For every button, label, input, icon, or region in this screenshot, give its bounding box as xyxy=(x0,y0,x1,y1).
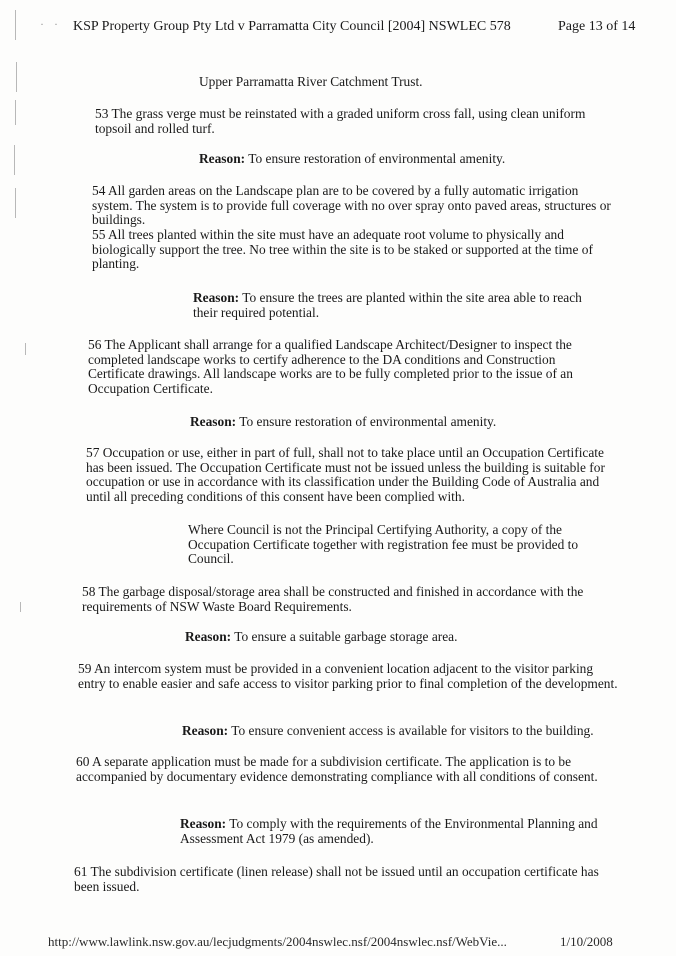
paragraph-54: 54 All garden areas on the Landscape plan are to be covered by a fully automatic irrigation system. The system is to provide full coverage with no over spray onto paved areas, structures or buildings. xyxy=(92,183,611,228)
scan-mark xyxy=(15,100,16,125)
document-title: KSP Property Group Pty Ltd v Parramatta City Council [2004] NSWLEC 578 xyxy=(73,19,511,34)
reason-text: To ensure the trees are planted within the site area able to reach their required potential. xyxy=(193,290,582,320)
paragraph-57: 57 Occupation or use, either in part of full, shall not to take place until an Occupation Certificate has been issued. The Occupation Certificate must not be issued unless the building is suitable for occupation or use in accordance with its classification under the Building Code of Australia and until all preceding conditions of this consent have been complied with. xyxy=(86,445,605,504)
reason-60 xyxy=(180,817,600,846)
paragraph-58: 58 The garbage disposal/storage area shall be constructed and finished in accordance with the requirements of NSW Waste Board Requirements. xyxy=(82,584,584,614)
paragraph-57-note: Where Council is not the Principal Certifying Authority, a copy of the Occupation Certificate together with registration fee must be provided to Council. xyxy=(188,522,579,567)
scan-mark xyxy=(15,188,16,218)
scan-dots: ·· xyxy=(40,17,68,31)
paragraph-55: 55 All trees planted within the site must have an adequate root volume to physically and biologically support the tree. No tree within the site is to be staked or supported at the time of planting. xyxy=(92,227,593,272)
scan-mark xyxy=(16,62,17,92)
reason-label: Reason: xyxy=(190,414,237,429)
reason-label: Reason: xyxy=(180,816,227,831)
reason-59 xyxy=(182,724,622,739)
footer-url: http://www.lawlink.nsw.gov.au/lecjudgments/2004nswlec.nsf/2004nswlec.nsf/WebVie... xyxy=(48,934,507,949)
reason-text: To ensure restoration of environmental amenity. xyxy=(245,151,506,166)
reason-label: Reason: xyxy=(199,151,246,166)
paragraph-56: 56 The Applicant shall arrange for a qualified Landscape Architect/Designer to inspect the completed landscape works to certify adherence to the DA conditions and Construction Certificate drawings. All landscape works are to be fully completed prior to the issue of an Occupation Certificate. xyxy=(88,337,573,396)
reason-text: To ensure convenient access is available for visitors to the building. xyxy=(228,723,594,738)
reason-text: To comply with the requirements of the Environmental Planning and Assessment Act 1979 (as amended). xyxy=(180,816,598,846)
reason-label: Reason: xyxy=(185,629,232,644)
page-number: Page 13 of 14 xyxy=(558,19,636,34)
reason-label: Reason: xyxy=(193,290,240,305)
scan-mark xyxy=(15,10,16,40)
reason-53 xyxy=(199,152,619,167)
paragraph-53: 53 The grass verge must be reinstated with a graded uniform cross fall, using clean uniform topsoil and rolled turf. xyxy=(95,106,586,136)
reason-text: To ensure a suitable garbage storage area. xyxy=(231,629,458,644)
reason-55 xyxy=(193,291,603,320)
paragraph-61: 61 The subdivision certificate (linen release) shall not be issued until an occupation certificate has been issued. xyxy=(74,864,599,894)
scan-mark xyxy=(14,145,15,175)
reason-label: Reason: xyxy=(182,723,229,738)
reason-58 xyxy=(185,630,605,645)
paragraph-59: 59 An intercom system must be provided in a convenient location adjacent to the visitor parking entry to enable easier and safe access to visitor parking prior to final completion of the development. xyxy=(78,661,618,691)
paragraph-trust: Upper Parramatta River Catchment Trust. xyxy=(199,74,423,89)
reason-text: To ensure restoration of environmental amenity. xyxy=(236,414,497,429)
paragraph-60: 60 A separate application must be made for a subdivision certificate. The application is to be accompanied by documentary evidence demonstrating compliance with all conditions of consent. xyxy=(76,754,598,784)
scan-mark xyxy=(25,343,26,355)
reason-56 xyxy=(190,415,610,430)
footer-date: 1/10/2008 xyxy=(560,934,613,949)
scan-mark xyxy=(20,602,21,612)
